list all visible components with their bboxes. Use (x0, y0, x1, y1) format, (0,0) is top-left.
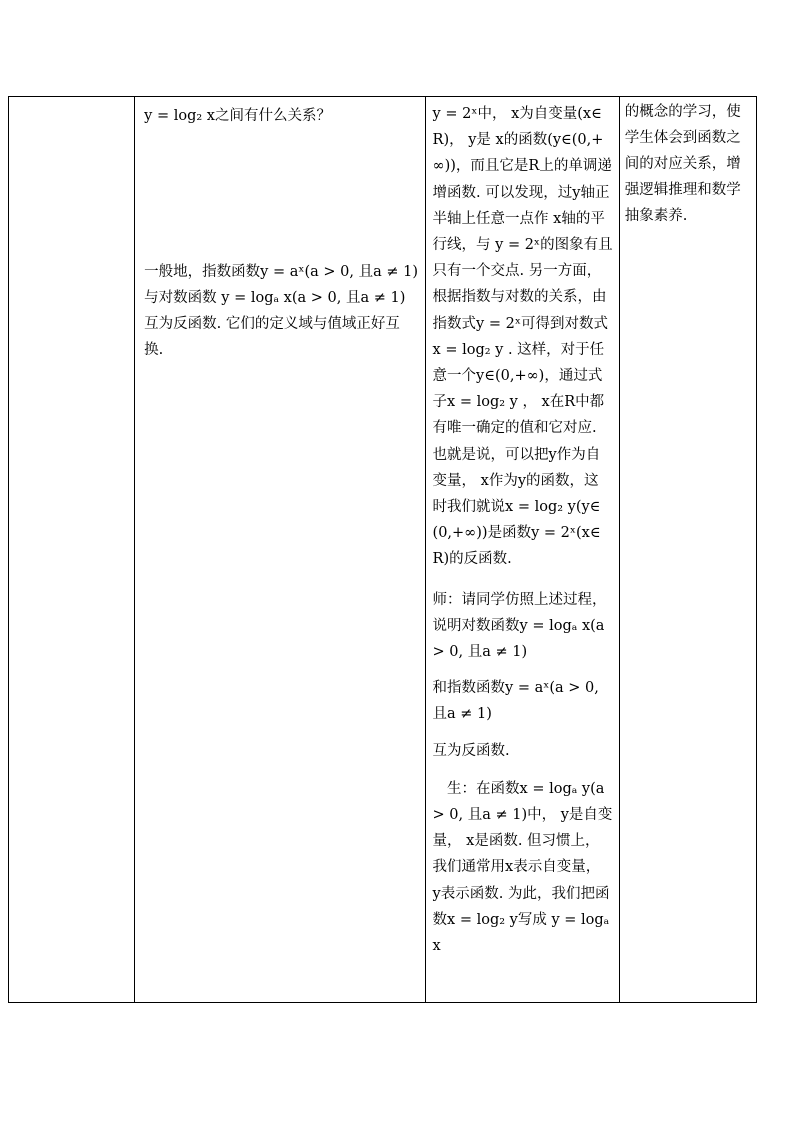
explanation-paragraph: y = 2ˣ中， x为自变量(x∈R)， y是 x的函数(y∈(0,+∞))，而且它是R上的单调递增函数. 可以发现，过y轴正半轴上任意一点作 x轴的平行线，与 y = 2ˣ的图象有且只有一个交点. 另一方面，根据指数与对数的关系，由指数式y = 2ˣ可得到对数式x = log₂ y . 这样，对于任意一个y∈(0,+∞)，通过式子x = log₂ y ， x在R中都有唯一确定的值和它对应. 也就是说，可以把y作为自变量， x作为y的函数，这时我们就说x = log₂ y(y∈(0,+∞))是函数y = 2ˣ(x∈R)的反函数. (432, 106, 613, 568)
design-intent-text: 的概念的学习，使学生体会到函数之间的对应关系，增强逻辑推理和数学抽象素养. (624, 104, 741, 224)
student-response: 生：在函数x = logₐ y(a > 0, 且a ≠ 1)中， y是自变量， x是函数. 但习惯上，我们通常用x表示自变量， y表示函数. 为此，我们把函数x = log₂ y写成 y = logₐ x (432, 780, 613, 955)
teacher-prompt-continued: 和指数函数y = aˣ(a > 0,且a ≠ 1) (432, 680, 599, 723)
question-text: y = log₂ x之间有什么关系？ (144, 108, 331, 124)
teacher-prompt: 师：请同学仿照上述过程，说明对数函数y = logₐ x(a > 0, 且a ≠ 1) (432, 591, 607, 661)
table-cell-stage (9, 97, 135, 1003)
table-cell-activity (425, 97, 619, 1003)
table-row (9, 97, 757, 1003)
inverse-function-definition: 一般地，指数函数y = aˣ(a > 0, 且a ≠ 1)与对数函数 y = logₐ x(a > 0, 且a ≠ 1)互为反函数. 它们的定义域与值域正好互换. (144, 264, 419, 358)
table-cell-intent (619, 97, 756, 1003)
teacher-prompt-end: 互为反函数. (432, 742, 510, 759)
table-cell-content (135, 97, 425, 1003)
lesson-table (8, 96, 757, 1003)
